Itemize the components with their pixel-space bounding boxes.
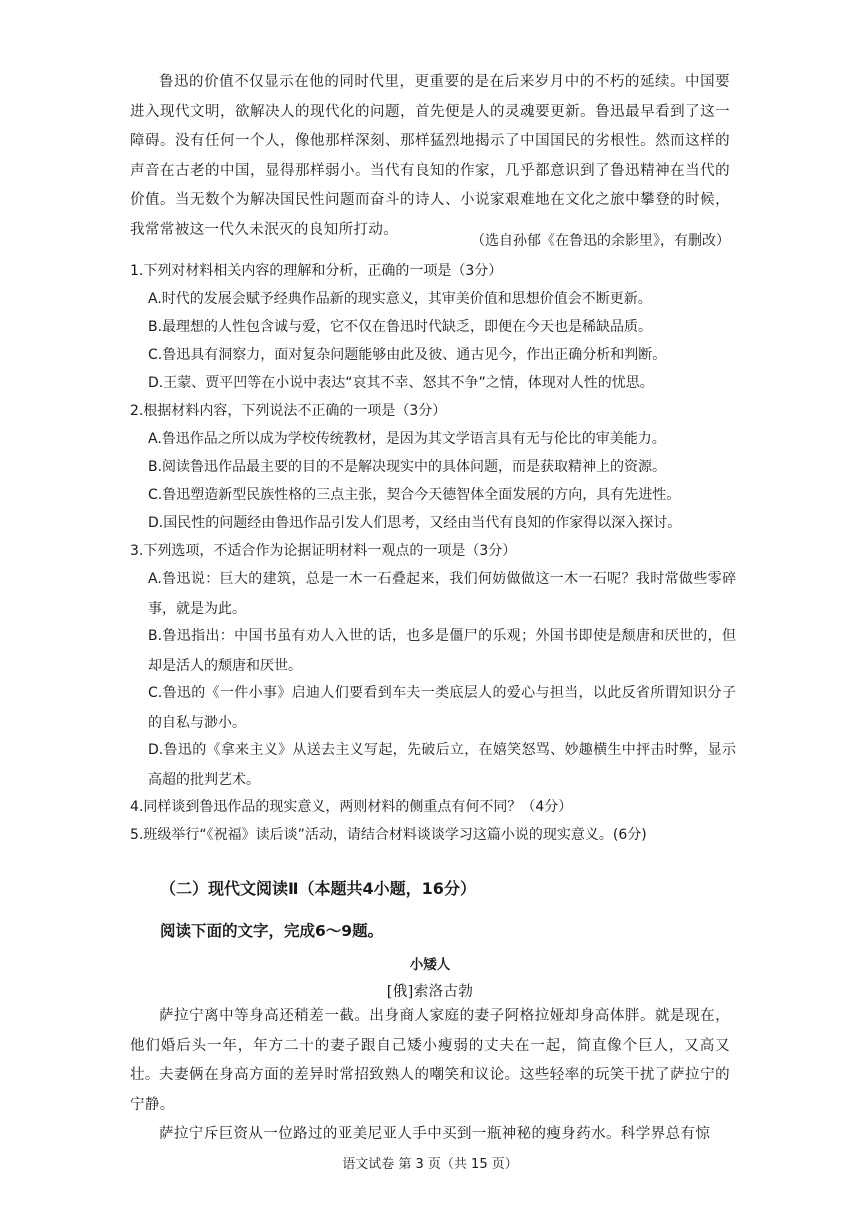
story-paragraph-2: 夫妻俩在身高方面的差异时常招致熟人的嘲笑和议论。这些轻率的玩笑干扰了萨拉宁的宁静。 bbox=[130, 1067, 730, 1113]
section-2-title: （二）现代文阅读Ⅱ（本题共4小题，16分） bbox=[160, 879, 476, 898]
question-4-stem: 4.同样谈到鲁迅作品的现实意义，两则材料的侧重点有何不同？（4分） bbox=[130, 799, 573, 815]
story-paragraph-1: 萨拉宁离中等身高还稍差一截。出身商人家庭的妻子阿格拉娅却身高体胖。就是现在，他们婚后头一年，年方二十的妻子跟自己矮小瘦弱的丈夫在一起，简直像个巨人，又高又壮。 bbox=[130, 1008, 730, 1083]
question-2-stem: 2.根据材料内容，下列说法不正确的一项是（3分） bbox=[130, 403, 447, 419]
question-1-option-c: C.鲁迅具有洞察力，面对复杂问题能够由此及彼、通古见今，作出正确分析和判断。 bbox=[148, 347, 667, 363]
story-title: 小矮人 bbox=[409, 957, 451, 973]
question-1-option-b: B.最理想的人性包含诚与爱，它不仅在鲁迅时代缺乏，即便在今天也是稀缺品质。 bbox=[148, 319, 653, 335]
question-1-option-d: D.王蒙、贾平凹等在小说中表达“哀其不幸、怒其不争”之情，体现对人性的忧思。 bbox=[148, 375, 654, 391]
question-3-option-c: C.鲁迅的《一件小事》启迪人们要看到车夫一类底层人的爱心与担当，以此反省所谓知识分子的自私与渺小。 bbox=[148, 685, 736, 731]
question-1-option-a: A.时代的发展会赋予经典作品新的现实意义，其审美价值和思想价值会不断更新。 bbox=[148, 291, 652, 307]
question-2-option-d: D.国民性的问题经由鲁迅作品引发人们思考，又经由当代有良知的作家得以深入探讨。 bbox=[148, 515, 682, 531]
question-3-stem: 3.下列选项，不适合作为论据证明材料一观点的一项是（3分） bbox=[130, 543, 517, 559]
story-paragraph-3: 萨拉宁斥巨资从一位路过的亚美尼亚人手中买到一瓶神秘的瘦身药水。科学界总有惊 bbox=[159, 1126, 711, 1142]
passage-source: （选自孙郁《在鲁迅的余影里》，有删改） bbox=[471, 233, 730, 249]
question-3-option-a: A.鲁迅说：巨大的建筑，总是一木一石叠起来，我们何妨做做这一木一石呢？我时常做些零碎事，就是为此。 bbox=[148, 571, 736, 617]
question-3-option-b: B.鲁迅指出：中国书虽有劝人入世的话，也多是僵尸的乐观；外国书即使是颓唐和厌世的，但却是活人的颓唐和厌世。 bbox=[148, 628, 736, 674]
story-author: [俄]索洛古勃 bbox=[386, 984, 474, 1000]
question-2-option-a: A.鲁迅作品之所以成为学校传统教材，是因为其文学语言具有无与伦比的审美能力。 bbox=[148, 431, 666, 447]
question-2-option-c: C.鲁迅塑造新型民族性格的三点主张，契合今天德智体全面发展的方向，具有先进性。 bbox=[148, 487, 681, 503]
question-1-stem: 1.下列对材料相关内容的理解和分析，正确的一项是（3分） bbox=[130, 263, 503, 279]
question-3-option-d: D.鲁迅的《拿来主义》从送去主义写起，先破后立，在嬉笑怒骂、妙趣横生中抨击时弊，显示高超的批判艺术。 bbox=[148, 742, 736, 788]
section-2-instruction: 阅读下面的文字，完成6～9题。 bbox=[160, 922, 384, 940]
page-footer: 语文试卷 第 3 页（共 15 页） bbox=[342, 1157, 518, 1172]
question-5-stem: 5.班级举行“《祝福》读后谈”活动，请结合材料谈谈学习这篇小说的现实意义。(6分) bbox=[130, 827, 647, 843]
passage-paragraph: 鲁迅的价值不仅显示在他的同时代里，更重要的是在后来岁月中的不朽的延续。中国要进入现代文明，欲解决人的现代化的问题，首先便是人的灵魂要更新。鲁迅最早看到了这一障碍。没有任何一个人，像他那样深刻、那样猛烈地揭示了中国国民的劣根性。然而这样的声音在古老的中国，显得那样弱小。当代有良知的作家，几乎都意识到了鲁迅精神在当代的价值。当无数个为解决国民性问题而奋斗的诗人、小说家艰难地在文化之旅中攀登的时候，我常常被这一代久未泯灭的良知所打动。 bbox=[130, 74, 730, 238]
question-2-option-b: B.阅读鲁迅作品最主要的目的不是解决现实中的具体问题，而是获取精神上的资源。 bbox=[148, 459, 667, 475]
